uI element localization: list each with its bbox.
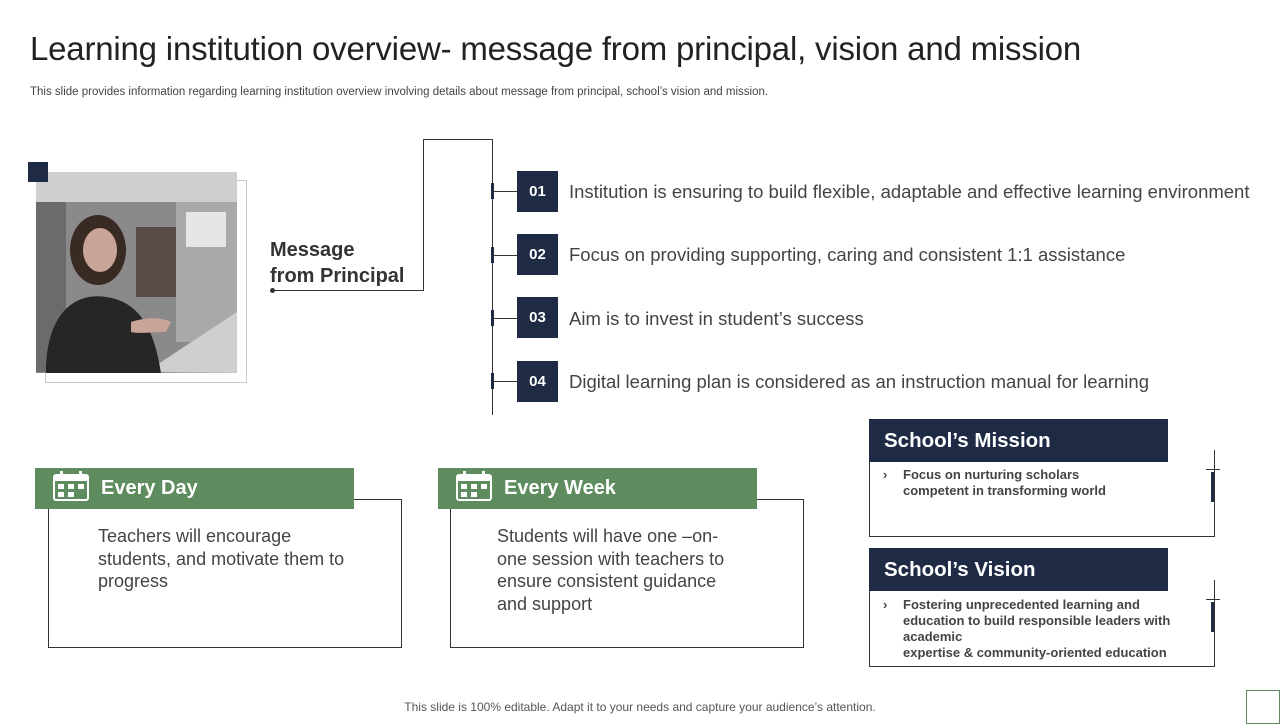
slide-subtitle: This slide provides information regarding learning institution overview involving details about message from principal, school’s vision and mission. (30, 86, 769, 98)
point-number: 03 (517, 297, 558, 338)
message-heading (270, 237, 404, 289)
mission-text: Focus on nurturing scholars competent in transforming world (903, 467, 1106, 498)
bullet-chevron-icon: › (883, 467, 888, 482)
connector-line (423, 139, 492, 140)
connector-line (272, 290, 424, 291)
point-text: Aim is to invest in student’s success (569, 308, 864, 329)
principal-photo (36, 172, 237, 373)
timeline-branch (492, 255, 517, 256)
vision-text-line2: expertise & community-oriented education (903, 645, 1167, 660)
mission-box (869, 450, 1215, 537)
point-number: 04 (517, 361, 558, 402)
mission-header: School’s Mission (869, 419, 1168, 462)
vision-tick (1211, 602, 1214, 632)
point-number: 01 (517, 171, 558, 212)
every-week-card (450, 499, 804, 648)
vision-box (869, 580, 1215, 667)
mission-bracket (1206, 469, 1220, 470)
mission-tick (1211, 472, 1214, 502)
footer-note: This slide is 100% editable. Adapt it to your needs and capture your audience’s attention. (404, 700, 876, 714)
vision-bracket (1206, 599, 1220, 600)
every-day-title: Every Day (101, 477, 198, 499)
every-week-text: Students will have one –on-one session with teachers to ensure consistent guidance and support (497, 526, 725, 614)
calendar-icon (53, 471, 89, 507)
point-text: Digital learning plan is considered as an instruction manual for learning (569, 371, 1149, 392)
slide-title: Learning institution overview- message from principal, vision and mission (30, 30, 1082, 67)
every-week-header (438, 468, 757, 509)
timeline-branch (492, 318, 517, 319)
every-day-header (35, 468, 354, 509)
calendar-icon (456, 471, 492, 507)
point-number: 02 (517, 234, 558, 275)
vision-header: School’s Vision (869, 548, 1168, 591)
every-week-title: Every Week (504, 477, 616, 499)
photo-accent-square (28, 162, 48, 182)
point-text: Focus on providing supporting, caring and consistent 1:1 assistance (569, 244, 1126, 265)
connector-dot (270, 288, 275, 293)
message-heading-line1: Message (270, 239, 355, 261)
point-text: Institution is ensuring to build flexible, adaptable and effective learning environment (569, 181, 1250, 202)
bullet-chevron-icon: › (883, 597, 888, 612)
every-day-text: Teachers will encourage students, and motivate them to progress (98, 526, 345, 591)
message-heading-line2: from Principal (270, 265, 405, 287)
corner-decoration (1246, 690, 1280, 724)
timeline-branch (492, 381, 517, 382)
connector-line (423, 139, 424, 291)
vision-text-line1: Fostering unprecedented learning and education to build responsible leaders with academic (903, 597, 1171, 644)
every-day-card (48, 499, 402, 648)
timeline-branch (492, 191, 517, 192)
